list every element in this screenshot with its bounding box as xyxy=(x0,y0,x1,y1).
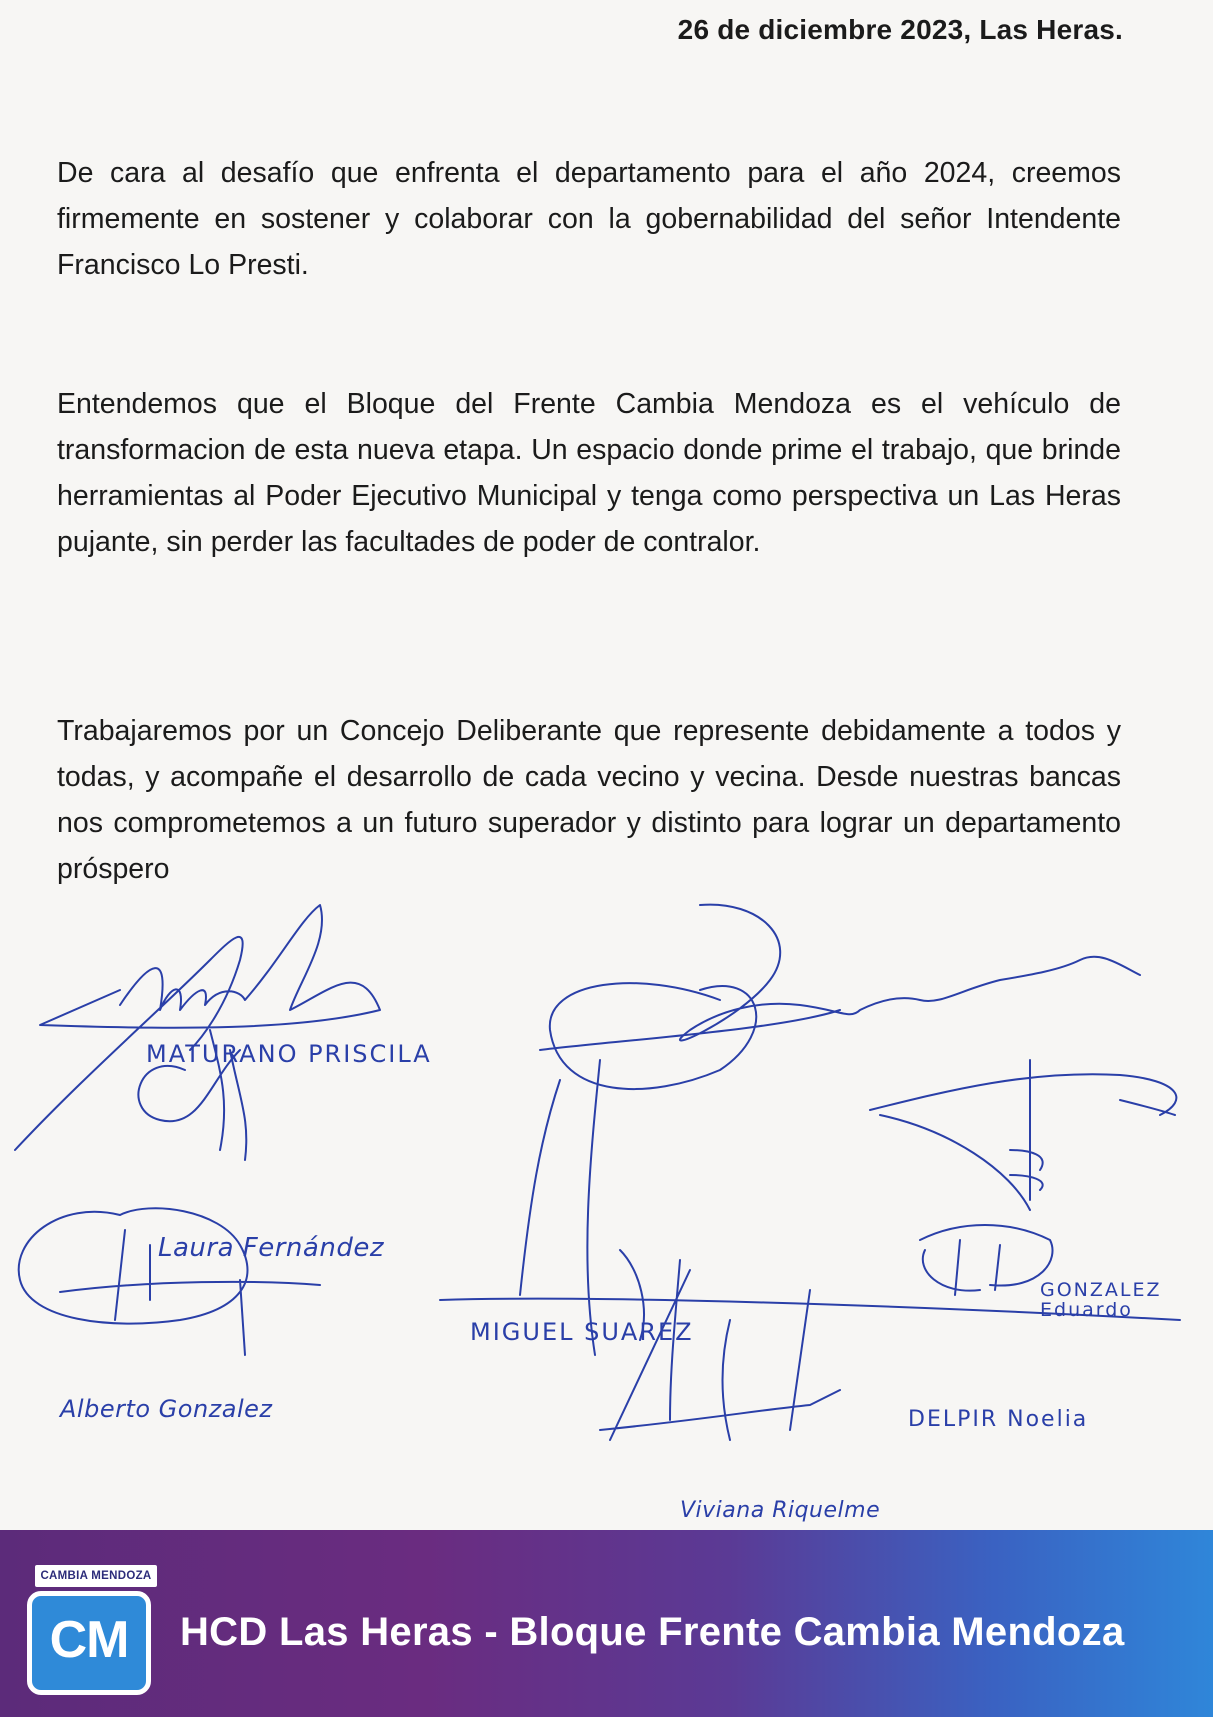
cambia-mendoza-logo xyxy=(27,1565,157,1700)
signature-name-suarez: MIGUEL SUAREZ xyxy=(470,1318,694,1346)
signatures-area xyxy=(0,900,1213,1530)
logo-letters: CM xyxy=(49,1611,129,1669)
signature-delpir xyxy=(920,1225,1053,1295)
signature-name-delpir: DELPIR Noelia xyxy=(908,1407,1089,1432)
signature-alberto xyxy=(19,1208,320,1355)
paragraph-3: Trabajaremos por un Concejo Deliberante que represente debidamente a todos y todas, y acompañe el desarrollo de cada vecino y vecina. Desde nuestras bancas nos comprometemos a un futuro superador y distinto para lograr un departamento próspero xyxy=(57,715,1121,885)
document-date: 26 de diciembre 2023, Las Heras. xyxy=(677,14,1123,45)
paragraph-2: Entendemos que el Bloque del Frente Cambia Mendoza es el vehículo de transformacion de esta nueva etapa. Un espacio donde prime el trabajo, que brinde herramientas al Poder Ejecutivo Municipal y tenga como perspectiva un Las Heras pujante, sin perder las facultades de poder de contralor. xyxy=(57,388,1121,558)
signature-gonzalez xyxy=(870,1060,1176,1210)
logo-caption: CAMBIA MENDOZA xyxy=(35,1565,157,1587)
footer-title: HCD Las Heras - Bloque Frente Cambia Mendoza xyxy=(180,1610,1125,1654)
signature-scribbles xyxy=(0,900,1213,1530)
signature-maturano xyxy=(15,905,380,1150)
logo-box xyxy=(27,1591,151,1695)
paragraph-1: De cara al desafío que enfrenta el departamento para el año 2024, creemos firmemente en sostener y colaborar con la gobernabilidad del señor Intendente Francisco Lo Presti. xyxy=(57,157,1121,281)
signature-name-fernandez: Laura Fernández xyxy=(158,1233,384,1263)
signature-riquelme xyxy=(600,1260,840,1440)
signature-name-riquelme: Viviana Riquelme xyxy=(680,1498,881,1523)
signature-name-alberto: Alberto Gonzalez xyxy=(60,1395,273,1423)
signature-name-maturano: MATURANO PRISCILA xyxy=(146,1040,432,1068)
footer-banner xyxy=(0,1530,1213,1717)
signature-name-gonzalez: GONZALEZ Eduardo xyxy=(1040,1279,1162,1321)
signature-center xyxy=(680,905,1140,1041)
